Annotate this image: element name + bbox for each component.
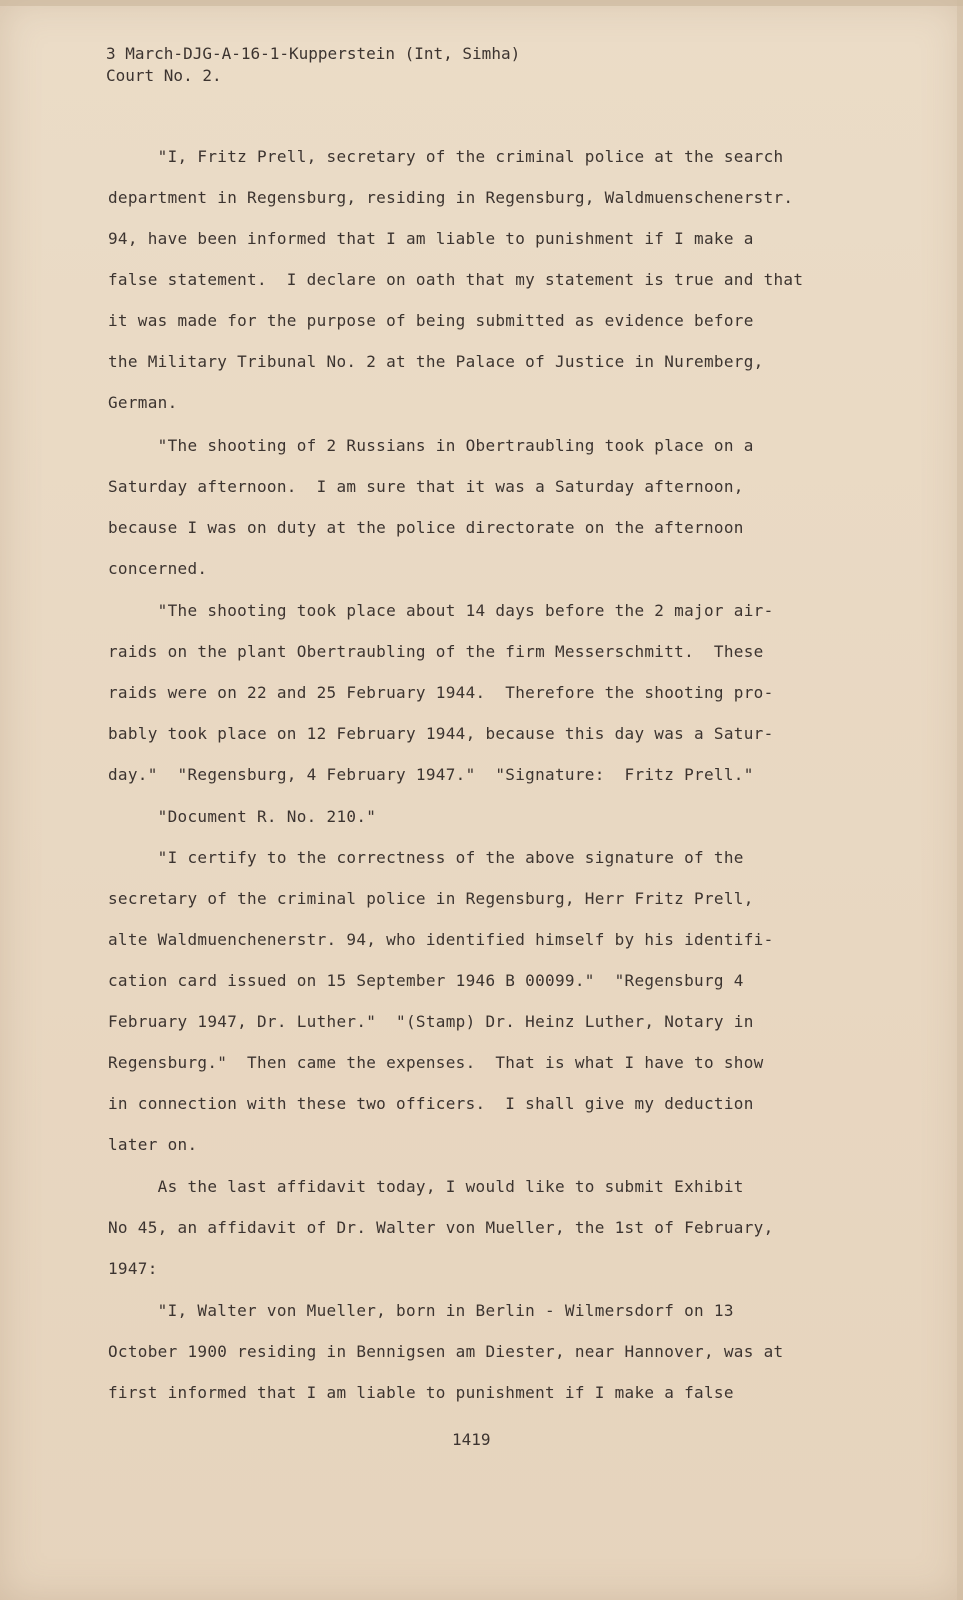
text-line: February 1947, Dr. Luther." "(Stamp) Dr. Heinz Luther, Notary in — [108, 1012, 754, 1031]
paragraph-prell-affidavit — [108, 136, 838, 423]
text-line: October 1900 residing in Bennigsen am Diester, near Hannover, was at — [108, 1342, 784, 1361]
header-line-2: Court No. 2. — [106, 66, 222, 85]
text-line: cation card issued on 15 September 1946 B 00099." "Regensburg 4 — [108, 971, 744, 990]
text-line: "I, Fritz Prell, secretary of the criminal police at the search — [108, 147, 784, 166]
text-line: "Document R. No. 210." — [108, 807, 377, 826]
text-line: in connection with these two officers. I shall give my deduction — [108, 1094, 754, 1113]
text-line: "The shooting took place about 14 days before the 2 major air- — [108, 601, 774, 620]
text-line: alte Waldmuenchenerstr. 94, who identified himself by his identifi- — [108, 930, 774, 949]
text-line: "I, Walter von Mueller, born in Berlin - Wilmersdorf on 13 — [108, 1301, 734, 1320]
text-line: false statement. I declare on oath that my statement is true and that — [108, 270, 804, 289]
text-line: raids on the plant Obertraubling of the firm Messerschmitt. These — [108, 642, 764, 661]
paragraph-shooting-saturday — [108, 425, 838, 589]
text-line: later on. — [108, 1135, 198, 1154]
text-line: Regensburg." Then came the expenses. That is what I have to show — [108, 1053, 764, 1072]
text-line: German. — [108, 393, 178, 412]
document-header — [106, 43, 520, 87]
paragraph-certification — [108, 837, 838, 1165]
text-line: day." "Regensburg, 4 February 1947." "Signature: Fritz Prell." — [108, 765, 754, 784]
paragraph-document-number — [108, 796, 838, 837]
page-number: 1419 — [452, 1430, 491, 1449]
paragraph-mueller-affidavit — [108, 1290, 838, 1413]
text-line: secretary of the criminal police in Regensburg, Herr Fritz Prell, — [108, 889, 754, 908]
text-line: "The shooting of 2 Russians in Obertraubling took place on a — [108, 436, 754, 455]
page-edge-right — [957, 0, 963, 1600]
header-line-1: 3 March-DJG-A-16-1-Kupperstein (Int, Simha) — [106, 44, 521, 63]
text-line: As the last affidavit today, I would like to submit Exhibit — [108, 1177, 744, 1196]
text-line: Saturday afternoon. I am sure that it was a Saturday afternoon, — [108, 477, 744, 496]
text-line: department in Regensburg, residing in Regensburg, Waldmuenschenerstr. — [108, 188, 794, 207]
text-line: raids were on 22 and 25 February 1944. Therefore the shooting pro- — [108, 683, 774, 702]
text-line: the Military Tribunal No. 2 at the Palace of Justice in Nuremberg, — [108, 352, 764, 371]
paragraph-exhibit-45 — [108, 1166, 838, 1289]
text-line: first informed that I am liable to punishment if I make a false — [108, 1383, 734, 1402]
text-line: "I certify to the correctness of the above signature of the — [108, 848, 744, 867]
text-line: because I was on duty at the police directorate on the afternoon — [108, 518, 744, 537]
text-line: it was made for the purpose of being submitted as evidence before — [108, 311, 754, 330]
paragraph-air-raids — [108, 590, 838, 795]
text-line: 94, have been informed that I am liable to punishment if I make a — [108, 229, 754, 248]
text-line: concerned. — [108, 559, 208, 578]
text-line: bably took place on 12 February 1944, because this day was a Satur- — [108, 724, 774, 743]
page-edge-top — [0, 0, 963, 6]
text-line: No 45, an affidavit of Dr. Walter von Mueller, the 1st of February, — [108, 1218, 774, 1237]
text-line: 1947: — [108, 1259, 158, 1278]
